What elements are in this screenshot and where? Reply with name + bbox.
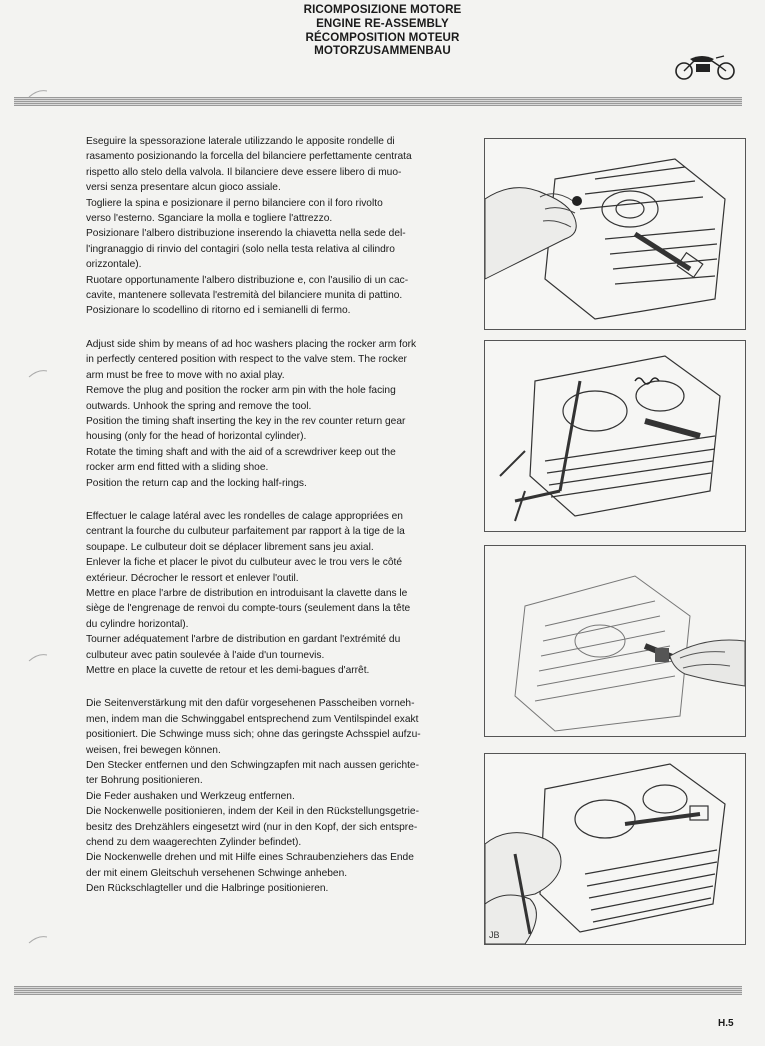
fold-mark (28, 652, 48, 662)
instructions-french (86, 509, 471, 678)
footer-rule (14, 986, 742, 995)
title-italian: RICOMPOSIZIONE MOTORE (303, 3, 462, 16)
text-line: Die Nockenwelle drehen und mit Hilfe eines Schraubenziehers das Ende (86, 852, 414, 864)
figure-timing-shaft (484, 545, 746, 737)
title-german: MOTORZUSAMMENBAU (314, 44, 451, 58)
text-line: Posizionare l'albero distribuzione inserendo la chiavetta nella sede del- (86, 228, 406, 240)
text-line: du cylindre horizontal). (86, 618, 189, 630)
text-line: men, indem man die Schwinggabel entsprechend zum Ventilspindel exakt (86, 713, 419, 725)
text-line: Mettre en place l'arbre de distribution en introduisant la clavette dans le (86, 587, 408, 599)
text-line: positioniert. Die Schwinge muss sich; ohne das geringste Achsspiel aufzu- (86, 729, 421, 741)
text-line: Eseguire la spessorazione laterale utilizzando le apposite rondelle di (86, 136, 395, 147)
text-line: rispetto allo stelo della valvola. Il bilanciere deve essere libero di muo- (86, 166, 402, 178)
text-line: Position the timing shaft inserting the key in the rev counter return gear (86, 415, 406, 427)
text-line: cavite, mantenere sollevata l'estremità del bilanciere munita di pattino. (86, 290, 403, 302)
text-line: ter Bohrung positionieren. (86, 775, 203, 787)
text-line: weisen, frei bewegen können. (86, 744, 221, 756)
instructions-english (86, 337, 471, 491)
text-line: l'ingranaggio di rinvio del contagiri (solo nella testa relativa al cilindro (86, 243, 395, 255)
instructions-german (86, 696, 471, 896)
text-line: Tourner adéquatement l'arbre de distribution en gardant l'extrémité du (86, 634, 401, 646)
text-line: Enlever la fiche et placer le pivot du culbuteur avec le trou vers le côté (86, 557, 402, 569)
figure-marking: JB (489, 930, 500, 940)
page-header (200, 3, 565, 58)
text-line: Position the return cap and the locking half-rings. (86, 477, 307, 489)
text-line: der mit einem Gleitschuh versehenen Schwinge anheben. (86, 867, 348, 879)
figure-rocker-shim (484, 138, 746, 330)
text-line: rasamento posizionando la forcella del bilanciere perfettamente centrata (86, 151, 412, 163)
text-line: culbuteur avec patin soulevée à l'aide d'un tournevis. (86, 649, 325, 661)
fold-mark (28, 88, 48, 98)
text-line: chend zu dem waagerechten Zylinder befindet). (86, 837, 302, 849)
text-line: rocker arm end fitted with a sliding shoe. (86, 462, 269, 474)
text-line: besitz des Drehzählers eingesetzt wird (nur in den Kopf, der sich entspre- (86, 821, 418, 833)
title-english: ENGINE RE-ASSEMBLY (316, 16, 449, 30)
page-number: H.5 (718, 1018, 734, 1029)
text-line: Den Rückschlagteller und die Halbringe positionieren. (86, 883, 329, 895)
motorcycle-icon (672, 52, 738, 80)
text-line: siège de l'engrenage de renvoi du compte-tours (seulement dans la tête (86, 603, 411, 615)
text-line: soupape. Le culbuteur doit se déplacer librement sans jeu axial. (86, 541, 374, 553)
text-line: arm must be free to move with no axial play. (86, 369, 285, 381)
fold-mark (28, 368, 48, 378)
text-line: verso l'esterno. Sganciare la molla e togliere l'attrezzo. (86, 213, 333, 225)
text-line: housing (only for the head of horizontal cylinder). (86, 431, 307, 443)
text-line: Die Feder aushaken und Werkzeug entfernen. (86, 790, 295, 802)
text-line: Die Seitenverstärkung mit den dafür vorgesehenen Passcheiben vorneh- (86, 698, 415, 710)
text-line: Ruotare opportunamente l'albero distribuzione e, con l'ausilio di un cac- (86, 274, 409, 286)
instructions-italian (86, 134, 471, 319)
text-line: Posizionare lo scodellino di ritorno ed i semianelli di fermo. (86, 305, 351, 317)
fold-mark (28, 934, 48, 944)
text-line: orizzontale). (86, 259, 142, 271)
header-rule (14, 97, 742, 106)
text-line: Remove the plug and position the rocker arm pin with the hole facing (86, 385, 396, 397)
text-line: Mettre en place la cuvette de retour et les demi-bagues d'arrêt. (86, 665, 370, 676)
text-line: extérieur. Décrocher le ressort et enlever l'outil. (86, 572, 299, 584)
text-line: Den Stecker entfernen und den Schwingzapfen mit nach aussen gerichte- (86, 760, 419, 772)
text-line: Effectuer le calage latéral avec les rondelles de calage appropriées en (86, 510, 403, 522)
text-line: Adjust side shim by means of ad hoc washers placing the rocker arm fork (86, 338, 417, 350)
text-line: Die Nockenwelle positionieren, indem der Keil in den Rückstellungsgetrie- (86, 806, 419, 818)
text-line: versi senza presentare alcun gioco assiale. (86, 182, 281, 194)
instruction-text (86, 134, 471, 915)
text-line: Rotate the timing shaft and with the aid of a screwdriver keep out the (86, 446, 396, 458)
title-french: RÉCOMPOSITION MOTEUR (305, 30, 460, 44)
text-line: centrant la fourche du culbuteur parfaitement par rapport à la tige de la (86, 526, 405, 538)
text-line: in perfectly centered position with respect to the valve stem. The rocker (86, 354, 407, 366)
text-line: Togliere la spina e posizionare il perno bilanciere con il foro rivolto (86, 197, 383, 209)
figure-rocker-pin (484, 340, 746, 532)
figure-screwdriver (484, 753, 746, 945)
text-line: outwards. Unhook the spring and remove the tool. (86, 400, 312, 412)
